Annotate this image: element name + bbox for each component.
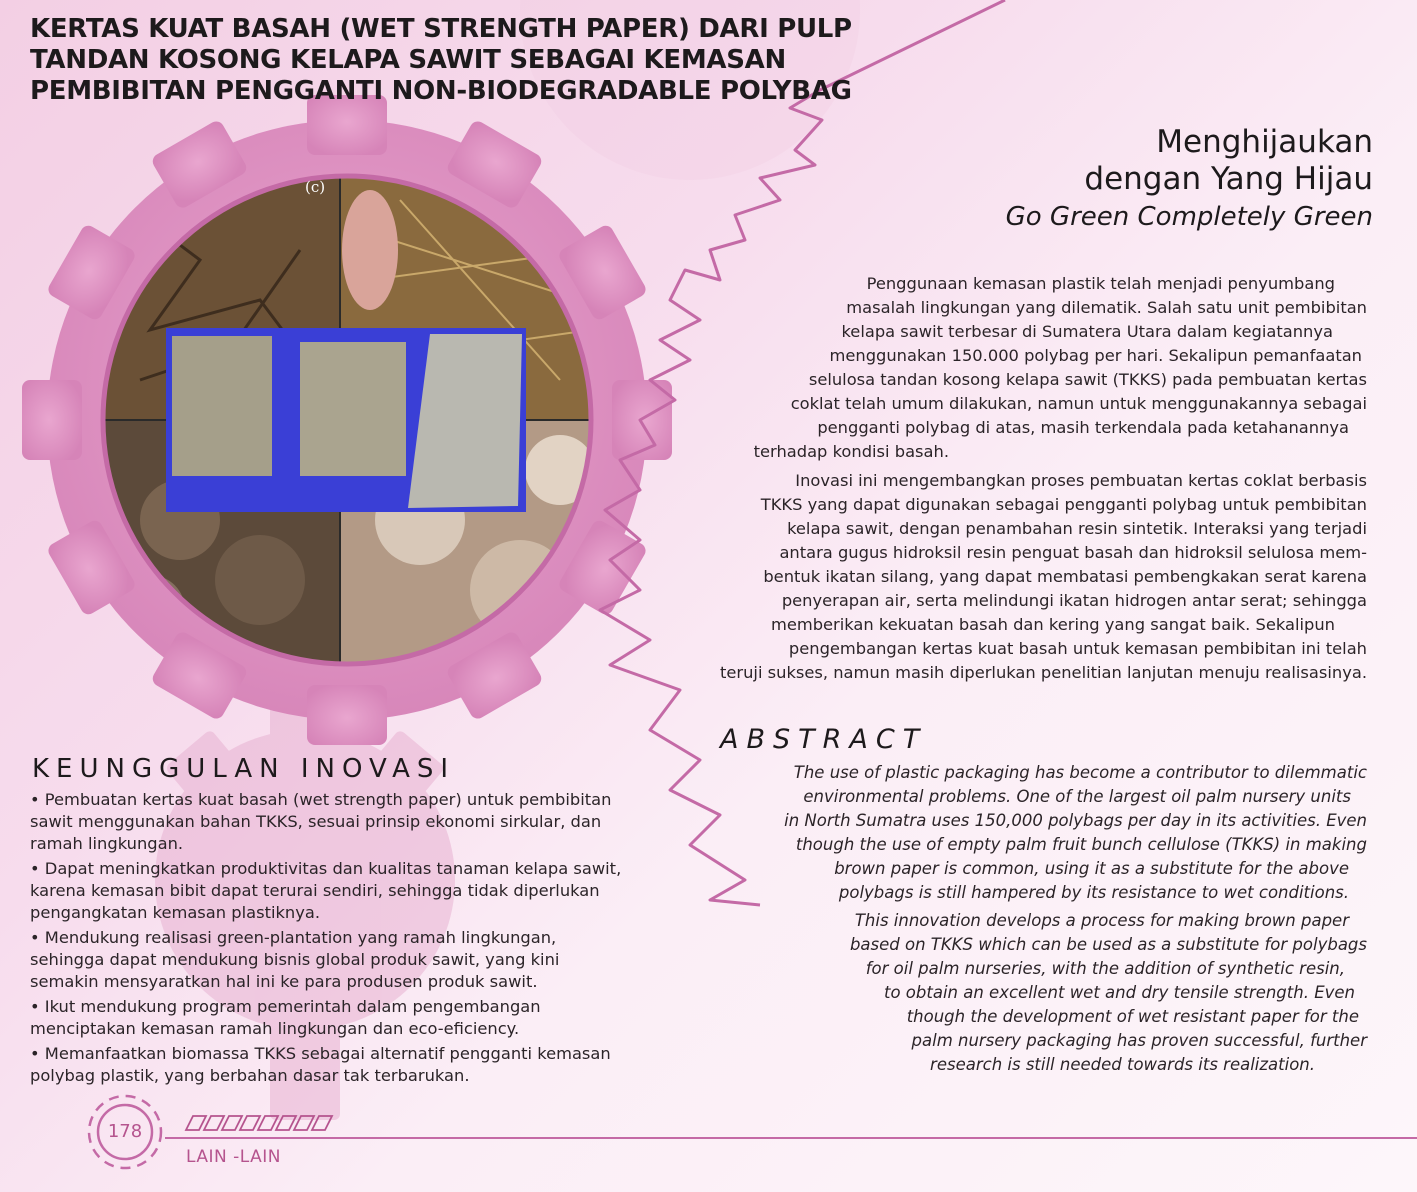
bullet-line: • Memanfaatkan biomassa TKKS sebagai alternatif pengganti kemasan — [30, 1044, 611, 1063]
intro-line: kelapa sawit terbesar di Sumatera Utara dalam kegiatannya — [841, 322, 1333, 341]
keunggulan-bullet — [30, 789, 690, 855]
page-title — [30, 14, 890, 107]
intro-line: pengganti polybag di atas, masih terkendala pada ketahanannya — [817, 418, 1349, 437]
abstract-line: for oil palm nurseries, with the addition of synthetic resin, — [865, 959, 1345, 978]
abstract-line: based on TKKS which can be used as a substitute for polybags — [849, 935, 1367, 954]
intro-line: pengembangan kertas kuat basah untuk kemasan pembibitan ini telah — [788, 639, 1367, 658]
tagline-line-3: Go Green Completely Green — [1005, 202, 1373, 232]
intro-paragraph-1 — [754, 272, 1367, 464]
bullet-line: • Pembuatan kertas kuat basah (wet strength paper) untuk pembibitan — [30, 790, 612, 809]
intro-line: Penggunaan kemasan plastik telah menjadi penyumbang — [866, 274, 1335, 293]
intro-line: coklat telah umum dilakukan, namun untuk menggunakannya sebagai — [790, 394, 1367, 413]
abstract-line: palm nursery packaging has proven successful, further — [911, 1031, 1367, 1050]
bullet-line: • Ikut mendukung program pemerintah dalam pengembangan — [30, 997, 541, 1016]
intro-line: terhadap kondisi basah. — [753, 442, 949, 461]
abstract-heading: ABSTRACT — [720, 724, 928, 755]
abstract-line: This innovation develops a process for making brown paper — [854, 911, 1349, 930]
tagline — [1006, 124, 1373, 236]
bullet-line: • Mendukung realisasi green-plantation yang ramah lingkungan, — [30, 928, 557, 947]
intro-line: memberikan kekuatan basah dan kering yang sangat baik. Sekalipun — [770, 615, 1335, 634]
tagline-line-1: Menghijaukan — [1156, 124, 1373, 160]
intro-line: masalah lingkungan yang dilematik. Salah satu unit pembibitan — [846, 298, 1367, 317]
intro-line: selulosa tandan kosong kelapa sawit (TKKS) pada pembuatan kertas — [808, 370, 1367, 389]
keunggulan-list — [30, 789, 690, 1090]
bullet-line: semakin mensyaratkan hal ini ke para produsen produk sawit. — [30, 972, 538, 991]
intro-line: Inovasi ini mengembangkan proses pembuatan kertas coklat berbasis — [795, 471, 1367, 490]
intro-paragraph-2 — [720, 469, 1367, 685]
page-number: 178 — [107, 1121, 143, 1142]
bullet-line: polybag plastik, yang berbahan dasar tak terbarukan. — [30, 1066, 470, 1085]
intro-line: kelapa sawit, dengan penambahan resin sintetik. Interaksi yang terjadi — [787, 519, 1367, 538]
intro-line: menggunakan 150.000 polybag per hari. Sekalipun pemanfaatan — [829, 346, 1362, 365]
tagline-line-2: dengan Yang Hijau — [1084, 161, 1373, 197]
title-line-1: KERTAS KUAT BASAH (WET STRENGTH PAPER) DARI PULP — [30, 14, 852, 44]
bullet-line: ramah lingkungan. — [30, 834, 184, 853]
abstract-line: polybags is still hampered by its resistance to wet conditions. — [838, 883, 1349, 902]
abstract-line: in North Sumatra uses 150,000 polybags per day in its activities. Even — [784, 811, 1367, 830]
keunggulan-bullet — [30, 927, 690, 993]
keunggulan-bullet — [30, 1043, 690, 1087]
keunggulan-bullet — [30, 996, 690, 1040]
bullet-line: • Dapat meningkatkan produktivitas dan kualitas tanaman kelapa sawit, — [30, 859, 622, 878]
paper-samples-photo — [166, 328, 526, 512]
bullet-line: karena kemasan bibit dapat terurai sendiri, sehingga tidak diperlukan — [30, 881, 600, 900]
keunggulan-bullet — [30, 858, 690, 924]
intro-line: antara gugus hidroksil resin penguat basah dan hidroksil selulosa mem- — [779, 543, 1367, 562]
abstract-line: research is still needed towards its realization. — [930, 1055, 1315, 1074]
abstract-line: though the use of empty palm fruit bunch cellulose (TKKS) in making — [795, 835, 1367, 854]
title-line-2: TANDAN KOSONG KELAPA SAWIT SEBAGAI KEMASAN — [30, 45, 786, 75]
abstract-paragraph-1 — [784, 761, 1367, 905]
bullet-line: pengangkatan kemasan plastiknya. — [30, 903, 321, 922]
intro-line: TKKS yang dapat digunakan sebagai pengganti polybag untuk pembibitan — [760, 495, 1367, 514]
abstract-line: The use of plastic packaging has become a contributor to dilemmatic — [793, 763, 1367, 782]
abstract-line: to obtain an excellent wet and dry tensile strength. Even — [884, 983, 1355, 1002]
abstract-line: though the development of wet resistant paper for the — [906, 1007, 1359, 1026]
bullet-line: sawit menggunakan bahan TKKS, sesuai prinsip ekonomi sirkular, dan — [30, 812, 602, 831]
intro-line: teruji sukses, namun masih diperlukan penelitian lanjutan menuju realisasinya. — [720, 663, 1367, 682]
bullet-line: menciptakan kemasan ramah lingkungan dan eco-eficiency. — [30, 1019, 520, 1038]
title-line-3: PEMBIBITAN PENGGANTI NON-BIODEGRADABLE POLYBAG — [30, 76, 852, 106]
intro-line: penyerapan air, serta melindungi ikatan hidrogen antar serat; sehingga — [781, 591, 1367, 610]
intro-line: bentuk ikatan silang, yang dapat membatasi pembengkakan serat karena — [763, 567, 1367, 586]
section-label: LAIN -LAIN — [186, 1147, 281, 1167]
abstract-line: environmental problems. One of the largest oil palm nursery units — [803, 787, 1351, 806]
abstract-paragraph-2 — [850, 909, 1367, 1077]
keunggulan-heading: KEUNGGULAN INOVASI — [32, 754, 456, 784]
abstract-line: brown paper is common, using it as a substitute for the above — [834, 859, 1349, 878]
photo-label: (c) — [305, 178, 326, 196]
bullet-line: sehingga dapat mendukung bisnis global produk sawit, yang kini — [30, 950, 560, 969]
